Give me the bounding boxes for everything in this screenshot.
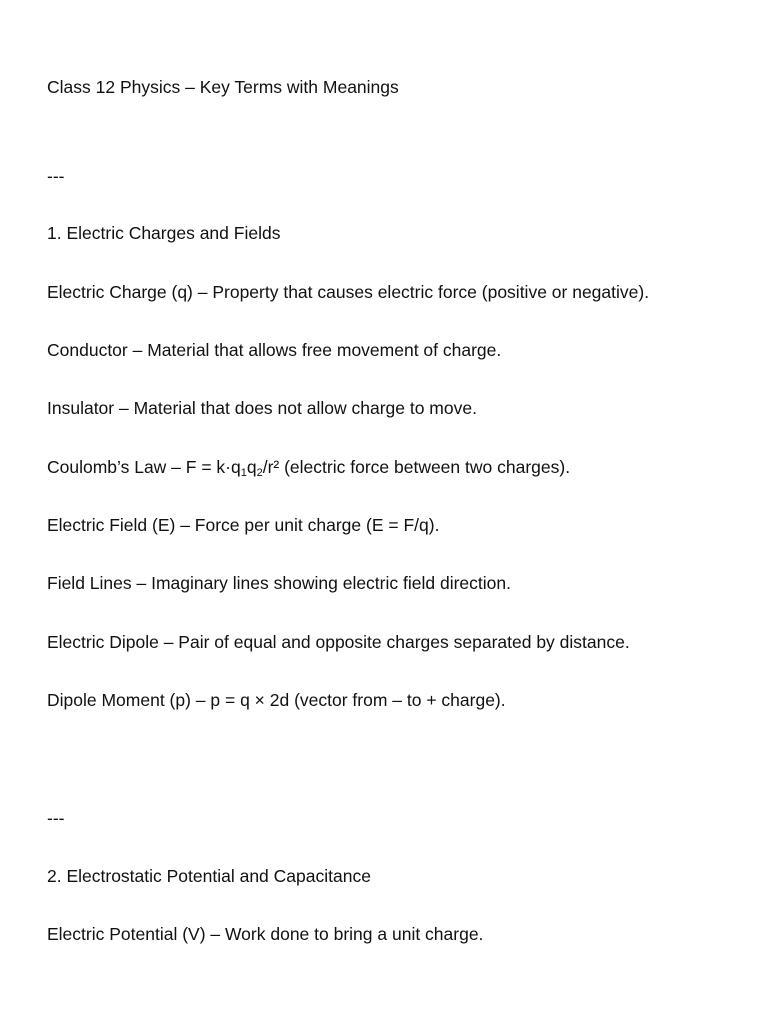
- section-heading: 2. Electrostatic Potential and Capacitance: [47, 866, 371, 886]
- document-title: Class 12 Physics – Key Terms with Meanings: [47, 77, 399, 97]
- term-electric-potential: Electric Potential (V) – Work done to bring a unit charge.: [47, 924, 484, 944]
- term-field-lines: Field Lines – Imaginary lines showing electric field direction.: [47, 573, 511, 593]
- coulombs-law-suffix: /r² (electric force between two charges).: [262, 457, 571, 477]
- term-electric-charge: Electric Charge (q) – Property that causes electric force (positive or negative).: [47, 282, 650, 302]
- coulombs-law-prefix: Coulomb’s Law – F = k·q: [47, 457, 241, 477]
- term-insulator: Insulator – Material that does not allow charge to move.: [47, 398, 477, 418]
- term-electric-field: Electric Field (E) – Force per unit charge (E = F/q).: [47, 515, 440, 535]
- term-electric-dipole: Electric Dipole – Pair of equal and opposite charges separated by distance.: [47, 632, 630, 652]
- separator: ---: [47, 166, 65, 186]
- coulombs-law-mid: q: [246, 457, 257, 477]
- term-coulombs-law: [47, 456, 570, 478]
- separator: ---: [47, 808, 65, 828]
- term-dipole-moment: Dipole Moment (p) – p = q × 2d (vector from – to + charge).: [47, 690, 506, 710]
- section-heading: 1. Electric Charges and Fields: [47, 223, 281, 243]
- term-conductor: Conductor – Material that allows free movement of charge.: [47, 340, 502, 360]
- subscript-1: 1: [240, 467, 247, 479]
- subscript-2: 2: [256, 467, 263, 479]
